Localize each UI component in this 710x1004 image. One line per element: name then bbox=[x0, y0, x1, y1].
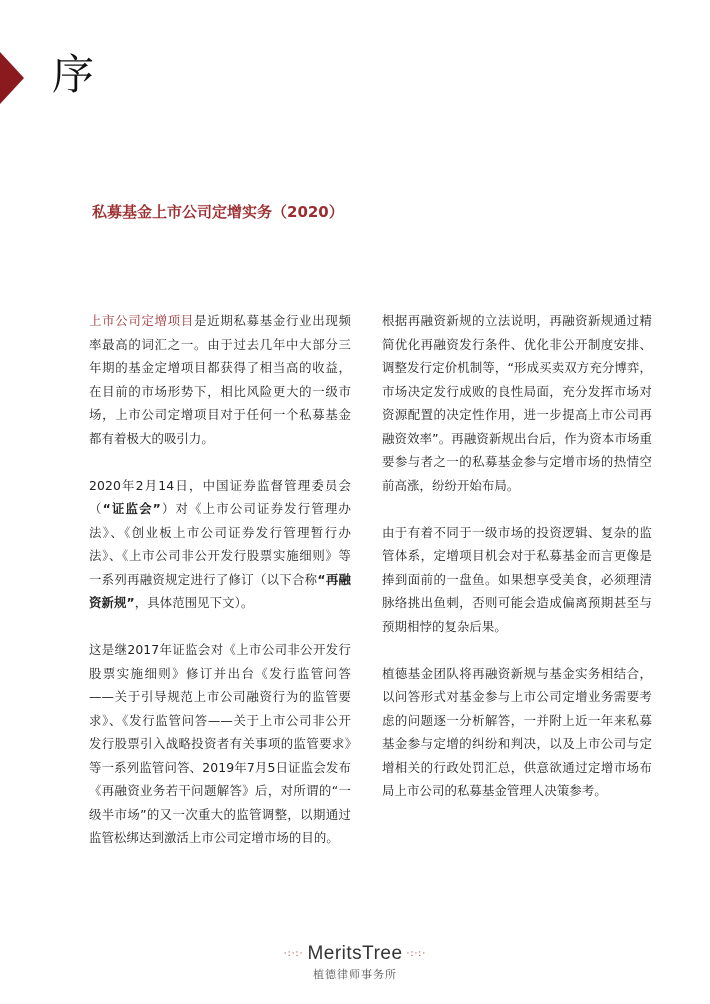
logo-dots-left-icon: ·:·:· bbox=[283, 949, 304, 959]
paragraph-text: ，具体范围见下文）。 bbox=[134, 595, 254, 610]
paragraph-intro bbox=[89, 309, 351, 450]
logo-dots-right-icon: ·:·:· bbox=[406, 949, 427, 959]
document-subtitle: 私募基金上市公司定增实务（2020） bbox=[92, 203, 344, 221]
paragraph-text: ）对《上市公司证券发行管理办法》、《创业板上市公司证券发行管理暂行办法》、《上市公司非公开发行股票实施细则》等一系列再融资规定进行了修订（以下合称 bbox=[89, 501, 351, 587]
paragraph-text: 2020年2月14日，中国证券监督管理委员会（ bbox=[89, 477, 351, 516]
bold-term-csrc: “证监会” bbox=[102, 501, 161, 516]
footer-logo bbox=[0, 943, 710, 982]
right-column bbox=[382, 309, 652, 826]
logo-wordmark: MeritsTree bbox=[307, 943, 403, 964]
corner-triangle-decoration bbox=[0, 52, 24, 104]
paragraph-legislation: 根据再融资新规的立法说明，再融资新规通过精简优化再融资发行条件、优化非公开制度安排、调整发行定价机制等，“形成买卖双方充分博弈，市场决定发行成败的良性局面，充分发挥市场对资源配置的决定性作用，进一步提高上市公司再融资效率”。再融资新规出台后，作为资本市场重要参与者之一的私募基金参与定增市场的热情空前高涨，纷纷开始布局。 bbox=[382, 313, 652, 493]
paragraph-regulation bbox=[89, 474, 351, 615]
paragraph-history: 这是继2017年证监会对《上市公司非公开发行股票实施细则》修订并出台《发行监管问答——关于引导规范上市公司融资行为的监管要求》、《发行监管问答——关于上市公司非公开发行股票引入战略投资者有关事项的监管要求》等一系列监管问答、2019年7月5日证监会发布《再融资业务若干问题解答》后，对所谓的“一级半市场”的又一次重大的监管调整，以期通过监管松绑达到激活上市公司定增市场的目的。 bbox=[89, 642, 351, 845]
highlight-term: 上市公司定增项目 bbox=[89, 313, 195, 328]
paragraph-fish: 由于有着不同于一级市场的投资逻辑、复杂的监管体系，定增项目机会对于私募基金而言更像是捧到面前的一盘鱼。如果想享受美食，必须理清脉络挑出鱼刺，否则可能会造成偏离预期甚至与预期相悖的复杂后果。 bbox=[382, 524, 652, 634]
left-column bbox=[89, 309, 351, 873]
paragraph-text: 是近期私募基金行业出现频率最高的词汇之一。由于过去几年中大部分三年期的基金定增项目都获得了相当高的收益，在目前的市场形势下，相比风险更大的一级市场，上市公司定增项目对于任何一个私募基金都有着极大的吸引力。 bbox=[89, 313, 351, 446]
firm-name: 植德律师事务所 bbox=[313, 968, 397, 981]
bold-term-new-rules: “再融资新规” bbox=[89, 571, 351, 610]
page-heading: 序 bbox=[52, 50, 95, 99]
paragraph-team: 植德基金团队将再融资新规与基金实务相结合，以问答形式对基金参与上市公司定增业务需要考虑的问题逐一分析解答，一并附上近一年来私募基金参与定增的纠纷和判决，以及上市公司与定增相关的行政处罚汇总，供意欲通过定增市场布局上市公司的私募基金管理人决策参考。 bbox=[382, 665, 652, 798]
logo-row bbox=[0, 943, 710, 965]
